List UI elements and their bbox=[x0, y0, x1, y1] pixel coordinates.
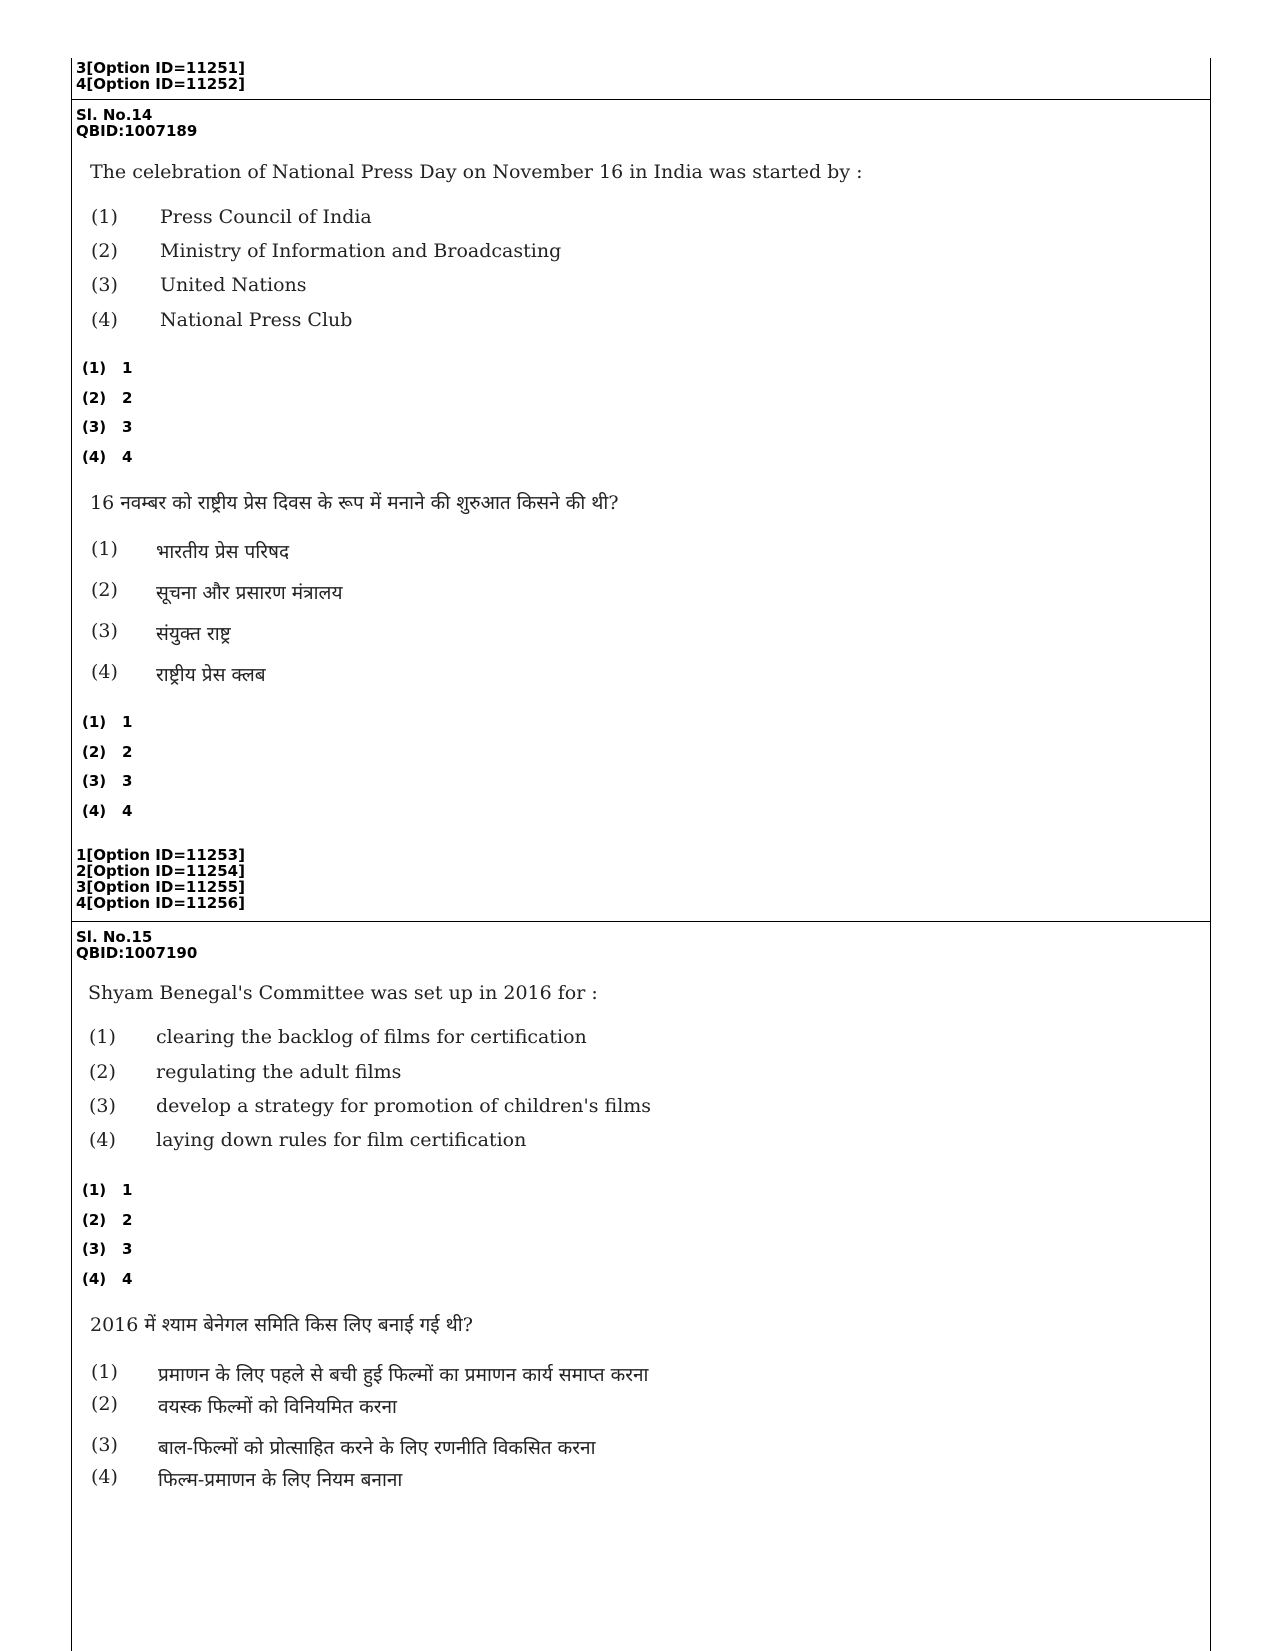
answer-choice[interactable]: (1) 1 bbox=[82, 713, 133, 731]
answer-choice[interactable]: (1) 1 bbox=[82, 1181, 133, 1199]
option-text: भारतीय प्रेस परिषद bbox=[156, 541, 290, 563]
qbid: QBID:1007189 bbox=[76, 122, 198, 140]
q15-question-hindi: 2016 में श्याम बेनेगल समिति किस लिए बनाई गई थी? bbox=[90, 1314, 473, 1336]
option-number: (3) bbox=[91, 620, 118, 642]
answer-choice[interactable]: (2) 2 bbox=[82, 1211, 133, 1229]
option-number: (4) bbox=[91, 661, 118, 683]
option-text: बाल-फिल्मों को प्रोत्साहित करने के लिए रणनीति विकसित करना bbox=[158, 1437, 596, 1459]
answer-choice[interactable]: (3) 3 bbox=[82, 772, 133, 790]
serial-number: Sl. No.15 bbox=[76, 928, 153, 946]
q14-option-ids bbox=[76, 847, 245, 911]
answer-choice[interactable]: (3) 3 bbox=[82, 1240, 133, 1258]
option-text: laying down rules for film certification bbox=[156, 1129, 527, 1151]
option-text: United Nations bbox=[160, 274, 307, 296]
prev-option-ids bbox=[76, 60, 245, 92]
option-number: (2) bbox=[91, 579, 118, 601]
option-text: संयुक्त राष्ट्र bbox=[156, 623, 231, 645]
option-number: (1) bbox=[91, 538, 118, 560]
option-number: (1) bbox=[91, 1361, 118, 1383]
option-number: (3) bbox=[91, 1434, 118, 1456]
question-divider bbox=[72, 921, 1210, 922]
option-number: (2) bbox=[89, 1061, 116, 1083]
serial-number: Sl. No.14 bbox=[76, 106, 153, 124]
answer-choice[interactable]: (4) 4 bbox=[82, 1270, 133, 1288]
option-id-line: 4[Option ID=11252] bbox=[76, 75, 245, 93]
option-id-line: 3[Option ID=11251] bbox=[76, 59, 245, 77]
option-text: Press Council of India bbox=[160, 206, 372, 228]
option-text: National Press Club bbox=[160, 309, 353, 331]
question-divider bbox=[72, 99, 1210, 100]
q15-header bbox=[76, 929, 197, 961]
q14-question-english: The celebration of National Press Day on November 16 in India was started by : bbox=[90, 161, 863, 183]
option-text: Ministry of Information and Broadcasting bbox=[160, 240, 562, 262]
document-page bbox=[71, 58, 1211, 1651]
option-text: फिल्म-प्रमाणन के लिए नियम बनाना bbox=[158, 1469, 403, 1491]
answer-choice[interactable]: (3) 3 bbox=[82, 418, 133, 436]
answer-choice[interactable]: (2) 2 bbox=[82, 743, 133, 761]
q14-header bbox=[76, 107, 197, 139]
option-number: (2) bbox=[91, 240, 118, 262]
option-number: (4) bbox=[89, 1129, 116, 1151]
q15-question-english: Shyam Benegal's Committee was set up in 2016 for : bbox=[88, 982, 598, 1004]
option-number: (3) bbox=[91, 274, 118, 296]
option-number: (1) bbox=[89, 1026, 116, 1048]
option-text: regulating the adult films bbox=[156, 1061, 402, 1083]
option-number: (3) bbox=[89, 1095, 116, 1117]
q14-question-hindi: 16 नवम्बर को राष्ट्रीय प्रेस दिवस के रूप में मनाने की शुरुआत किसने की थी? bbox=[90, 492, 619, 514]
answer-choice[interactable]: (2) 2 bbox=[82, 389, 133, 407]
answer-choice[interactable]: (1) 1 bbox=[82, 359, 133, 377]
answer-choice[interactable]: (4) 4 bbox=[82, 802, 133, 820]
qbid: QBID:1007190 bbox=[76, 944, 198, 962]
option-id-line: 3[Option ID=11255] bbox=[76, 878, 245, 896]
option-text: सूचना और प्रसारण मंत्रालय bbox=[156, 582, 343, 604]
option-number: (1) bbox=[91, 206, 118, 228]
option-text: वयस्क फिल्मों को विनियमित करना bbox=[158, 1396, 397, 1418]
option-id-line: 1[Option ID=11253] bbox=[76, 846, 245, 864]
option-text: develop a strategy for promotion of children's films bbox=[156, 1095, 652, 1117]
option-text: प्रमाणन के लिए पहले से बची हुई फिल्मों का प्रमाणन कार्य समाप्त करना bbox=[158, 1364, 649, 1386]
option-number: (2) bbox=[91, 1393, 118, 1415]
option-id-line: 4[Option ID=11256] bbox=[76, 894, 245, 912]
answer-choice[interactable]: (4) 4 bbox=[82, 448, 133, 466]
option-number: (4) bbox=[91, 1466, 118, 1488]
option-text: राष्ट्रीय प्रेस क्लब bbox=[156, 664, 266, 686]
option-id-line: 2[Option ID=11254] bbox=[76, 862, 245, 880]
option-text: clearing the backlog of films for certification bbox=[156, 1026, 587, 1048]
option-number: (4) bbox=[91, 309, 118, 331]
